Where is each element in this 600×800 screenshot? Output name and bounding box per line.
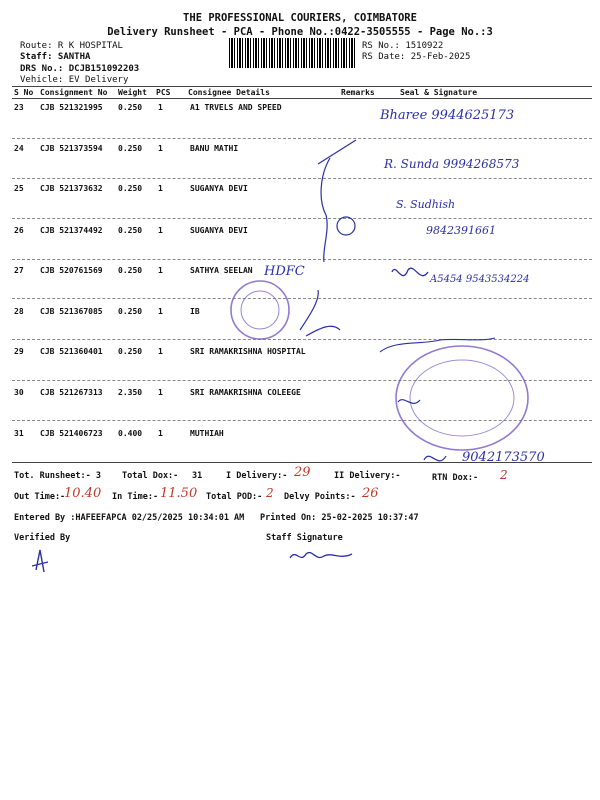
- col-consignee: Consignee Details: [188, 88, 270, 97]
- row-pcs: 1: [158, 144, 163, 153]
- total-dox-value: 31: [192, 471, 203, 481]
- row-sno: 25: [14, 184, 24, 193]
- signature-scribble: [318, 140, 356, 164]
- row-weight: 2.350: [118, 388, 143, 397]
- row-sno: 26: [14, 226, 24, 235]
- col-remarks: Remarks: [341, 88, 375, 97]
- signature-scribble: [392, 268, 428, 275]
- drs-number: DRS No.: DCJB151092203: [20, 64, 140, 74]
- rs-date: RS Date: 25-Feb-2025: [362, 52, 471, 62]
- small-circle-mark: [337, 217, 355, 235]
- in-time-label: In Time:-: [112, 492, 159, 502]
- row-consignee: SUGANYA DEVI: [190, 184, 248, 193]
- row-consignment: CJB 521360401: [40, 347, 103, 356]
- row-sno: 28: [14, 307, 24, 316]
- row-consignee: SUGANYA DEVI: [190, 226, 248, 235]
- row-consignee: A1 TRVELS AND SPEED: [190, 103, 282, 112]
- row-pcs: 1: [158, 226, 163, 235]
- route-label: Route: R K HOSPITAL: [20, 41, 123, 51]
- signature-scribble: [321, 158, 330, 262]
- i-delivery-value: 29: [294, 465, 311, 480]
- row-pcs: 1: [158, 347, 163, 356]
- row-weight: 0.250: [118, 347, 143, 356]
- row-consignment: CJB 521374492: [40, 226, 103, 235]
- row-pcs: 1: [158, 429, 163, 438]
- round-bank-stamp: [231, 281, 289, 339]
- handwritten-phone: Bharee 9944625173: [380, 108, 515, 123]
- row-consignee: MUTHIAH: [190, 429, 224, 438]
- row-pcs: 1: [158, 184, 163, 193]
- row-consignment: CJB 521267313: [40, 388, 103, 397]
- printed-on: Printed On: 25-02-2025 10:37:47: [260, 513, 419, 523]
- row-consignment: CJB 521373632: [40, 184, 103, 193]
- rtn-dox-value: 2: [500, 468, 508, 482]
- staff-signature-label: Staff Signature: [266, 533, 343, 543]
- col-seal-signature: Seal & Signature: [400, 88, 478, 97]
- handwritten-phone: A5454 9543534224: [430, 274, 530, 285]
- delvy-points-value: 26: [362, 486, 379, 501]
- row-consignee: SRI RAMAKRISHNA HOSPITAL: [190, 347, 306, 356]
- oval-delivery-stamp: [396, 346, 528, 450]
- row-pcs: 1: [158, 103, 163, 112]
- vehicle-label: Vehicle: EV Delivery: [20, 75, 129, 85]
- row-sno: 29: [14, 347, 24, 356]
- ii-delivery-label: II Delivery:-: [334, 471, 401, 481]
- total-pod-value: 2: [266, 486, 274, 500]
- total-pod-label: Total POD:-: [206, 492, 263, 502]
- row-weight: 0.400: [118, 429, 143, 438]
- row-sno: 27: [14, 266, 24, 275]
- col-weight: Weight: [118, 88, 147, 97]
- row-sno: 31: [14, 429, 24, 438]
- out-time-label: Out Time:-: [14, 492, 66, 502]
- company-title: THE PROFESSIONAL COURIERS, COIMBATORE: [183, 12, 417, 24]
- row-weight: 0.250: [118, 226, 143, 235]
- i-delivery-label: I Delivery:-: [226, 471, 288, 481]
- row-consignment: CJB 521321995: [40, 103, 103, 112]
- row-pcs: 1: [158, 307, 163, 316]
- handwritten-phone: R. Sunda 9994268573: [384, 157, 520, 171]
- runsheet-subtitle: Delivery Runsheet - PCA - Phone No.:0422-3505555 - Page No.:3: [107, 26, 493, 38]
- row-pcs: 1: [158, 388, 163, 397]
- handwritten-phone: 9042173570: [462, 450, 545, 465]
- row-consignee: IB: [190, 307, 200, 316]
- row-weight: 0.250: [118, 266, 143, 275]
- tot-runsheet: Tot. Runsheet:- 3: [14, 471, 101, 481]
- row-consignment: CJB 521367085: [40, 307, 103, 316]
- entered-by: Entered By :HAFEEFAPCA 02/25/2025 10:34:01 AM: [14, 513, 245, 523]
- verified-by-signature: [32, 550, 48, 572]
- col-sno: S No: [14, 88, 34, 97]
- row-weight: 0.250: [118, 307, 143, 316]
- staff-label: Staff: SANTHA: [20, 52, 91, 62]
- row-consignee: BANU MATHI: [190, 144, 239, 153]
- verified-by-label: Verified By: [14, 533, 71, 543]
- signature-scribble: [398, 400, 420, 404]
- row-weight: 0.250: [118, 103, 143, 112]
- total-dox-label: Total Dox:-: [122, 471, 179, 481]
- row-weight: 0.250: [118, 144, 143, 153]
- in-time-value: 11.50: [160, 486, 198, 501]
- row-consignment: CJB 520761569: [40, 266, 103, 275]
- handwritten-bank-name: HDFC: [264, 264, 305, 279]
- handwritten-name: S. Sudhish: [396, 198, 456, 211]
- signature-scribble: [300, 290, 340, 336]
- col-consignment: Consignment No: [40, 88, 108, 97]
- handwritten-phone: 9842391661: [426, 224, 496, 237]
- row-sno: 23: [14, 103, 24, 112]
- row-consignee: SATHYA SEELAN: [190, 266, 253, 275]
- row-consignee: SRI RAMAKRISHNA COLEEGE: [190, 388, 301, 397]
- row-weight: 0.250: [118, 184, 143, 193]
- col-pcs: PCS: [156, 88, 171, 97]
- rs-number: RS No.: 1510922: [362, 41, 444, 51]
- rtn-dox-label: RTN Dox:-: [432, 473, 479, 483]
- row-sno: 30: [14, 388, 24, 397]
- staff-signature-scribble: [286, 544, 356, 566]
- row-consignment: CJB 521406723: [40, 429, 103, 438]
- out-time-value: 10.40: [64, 486, 102, 501]
- delvy-points-label: Delvy Points:-: [284, 492, 356, 502]
- row-consignment: CJB 521373594: [40, 144, 103, 153]
- row-pcs: 1: [158, 266, 163, 275]
- signature-scribble: [424, 456, 446, 461]
- row-sno: 24: [14, 144, 24, 153]
